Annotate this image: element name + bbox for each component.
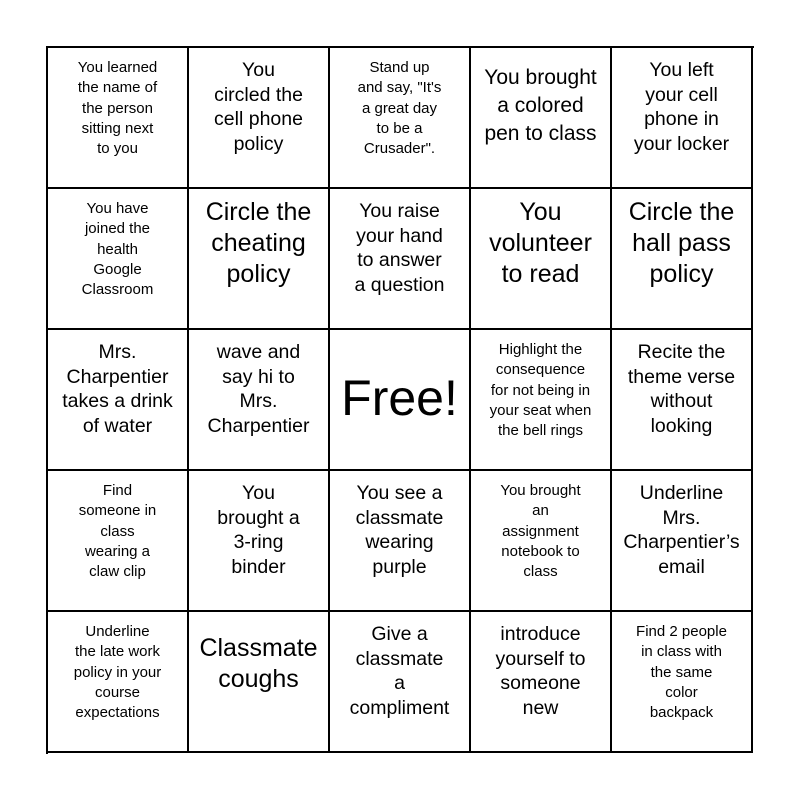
square-text-line: the bell rings xyxy=(497,422,584,440)
square-text-line: pen to class xyxy=(484,122,597,145)
square-text-line: someone xyxy=(500,672,581,695)
square-text-line: claw clip xyxy=(89,563,146,581)
bingo-square[interactable] xyxy=(48,48,189,189)
square-text-line: You xyxy=(242,59,275,81)
square-text xyxy=(358,58,442,159)
square-text-line: cell phone xyxy=(214,108,303,131)
square-text-line: binder xyxy=(231,555,286,578)
square-text-line: cheating xyxy=(211,229,306,257)
square-text-line: joined the xyxy=(84,220,151,238)
square-text-line: brought a xyxy=(217,506,300,529)
square-text-line: Find 2 people xyxy=(636,623,727,640)
square-text-line: Underline xyxy=(85,623,150,640)
square-text-line: consequence xyxy=(495,361,586,379)
square-text-line: class xyxy=(100,522,135,540)
square-text xyxy=(489,197,592,290)
square-text-line: a colored xyxy=(497,94,584,117)
square-text-line: You brought xyxy=(500,482,581,499)
square-text-line: color xyxy=(665,683,698,701)
square-text-line: Mrs. xyxy=(662,506,701,529)
square-text xyxy=(629,197,735,290)
square-text xyxy=(496,622,586,720)
square-text xyxy=(62,340,173,438)
square-text-line: health xyxy=(97,240,138,258)
square-text xyxy=(356,481,444,579)
square-text-line: Classmate xyxy=(199,634,318,662)
square-text-line: Recite the xyxy=(637,341,726,363)
square-text xyxy=(490,340,592,441)
square-text-line: wearing xyxy=(365,531,434,554)
square-text-line: 3-ring xyxy=(233,531,284,554)
square-text-line: You xyxy=(519,198,562,226)
square-text-line: Google xyxy=(93,260,142,278)
square-text xyxy=(206,197,312,290)
bingo-square[interactable] xyxy=(471,189,612,330)
square-text-line: new xyxy=(522,696,559,719)
square-text-line: wearing a xyxy=(84,542,151,560)
square-text-line: compliment xyxy=(349,696,450,719)
bingo-board xyxy=(46,46,754,754)
bingo-square[interactable] xyxy=(612,189,753,330)
bingo-square[interactable] xyxy=(189,471,330,612)
square-text-line: notebook to xyxy=(501,542,580,560)
square-text-line: circled the xyxy=(214,83,303,106)
bingo-square[interactable] xyxy=(48,471,189,612)
square-text-line: and say, "It's xyxy=(357,79,442,97)
square-text-line: volunteer xyxy=(489,229,592,257)
square-text-line: course xyxy=(94,683,141,701)
square-text-line: takes a drink xyxy=(62,390,173,413)
square-text xyxy=(623,481,739,579)
square-text-line: Find xyxy=(102,482,133,499)
square-text-line: to read xyxy=(501,260,580,288)
square-text-line: your cell xyxy=(645,83,718,106)
square-text-line: hall pass xyxy=(632,229,731,257)
square-text-line: backpack xyxy=(649,704,714,722)
square-text xyxy=(74,622,162,723)
bingo-square[interactable] xyxy=(330,48,471,189)
square-text-line: someone in xyxy=(78,502,157,520)
square-text-line: without xyxy=(650,390,713,413)
square-text xyxy=(78,58,158,159)
square-text xyxy=(500,481,580,582)
square-text-line: theme verse xyxy=(627,365,736,388)
square-text-line: classmate xyxy=(355,647,444,670)
bingo-square[interactable] xyxy=(471,48,612,189)
square-text-line: Circle the xyxy=(205,198,312,226)
square-text-line: to answer xyxy=(357,249,442,272)
square-text-line: say hi to xyxy=(222,365,295,388)
square-text xyxy=(82,199,154,300)
square-text-line: Charpentier’s xyxy=(623,531,740,554)
square-text xyxy=(355,199,445,297)
square-text-line: of water xyxy=(82,414,153,437)
square-text-line: sitting next xyxy=(81,119,154,137)
square-text xyxy=(634,58,729,156)
square-text-line: You have xyxy=(86,200,149,217)
bingo-square[interactable] xyxy=(189,48,330,189)
square-text-line: a great day xyxy=(361,99,438,117)
square-text-line: your locker xyxy=(633,132,730,155)
bingo-square[interactable] xyxy=(48,612,189,753)
bingo-square[interactable] xyxy=(189,189,330,330)
square-text-line: Mrs. xyxy=(98,341,137,363)
square-text-line: policy xyxy=(226,260,291,288)
square-text-line: policy xyxy=(649,260,714,288)
free-label xyxy=(341,370,458,426)
square-text-line: your hand xyxy=(356,224,443,247)
bingo-square[interactable] xyxy=(189,330,330,471)
square-text-line: assignment xyxy=(502,522,579,540)
square-text-line: phone in xyxy=(644,108,719,131)
square-text-line: the same xyxy=(650,663,713,681)
square-text-line: to be a xyxy=(376,119,423,137)
square-text-line: Crusader". xyxy=(363,140,436,158)
bingo-square[interactable] xyxy=(612,48,753,189)
free-square[interactable] xyxy=(330,330,471,471)
square-text xyxy=(79,481,157,582)
square-text-line: expectations xyxy=(75,704,160,722)
square-text xyxy=(199,633,317,695)
square-text-line: wave and xyxy=(216,341,301,363)
square-text-line: classmate xyxy=(355,506,444,529)
bingo-square[interactable] xyxy=(471,330,612,471)
square-text-line: for not being in xyxy=(490,381,591,399)
bingo-square[interactable] xyxy=(48,189,189,330)
square-text xyxy=(350,622,450,720)
square-text-line: introduce xyxy=(500,623,581,645)
bingo-square[interactable] xyxy=(612,612,753,753)
square-text-line: the person xyxy=(82,99,153,117)
square-text-line: Underline xyxy=(639,482,724,504)
bingo-square[interactable] xyxy=(330,189,471,330)
square-text-line: Charpentier xyxy=(66,365,169,388)
square-text-line: You xyxy=(242,482,275,504)
square-text-line: Mrs. xyxy=(239,390,278,413)
square-text-line: in class with xyxy=(641,643,722,661)
square-text-line: email xyxy=(658,555,705,578)
square-text-line: the late work xyxy=(74,643,161,661)
bingo-square[interactable] xyxy=(189,612,330,753)
square-text-line: policy in your xyxy=(73,663,162,681)
square-text-line: Stand up xyxy=(369,59,430,76)
square-text-line: yourself to xyxy=(495,647,586,670)
bingo-square[interactable] xyxy=(48,330,189,471)
square-text-line: looking xyxy=(650,414,713,437)
square-text-line: policy xyxy=(233,132,284,155)
square-text-line: coughs xyxy=(218,665,299,693)
square-text-line: You see a xyxy=(356,482,443,504)
square-text xyxy=(217,481,299,579)
square-text-line: a xyxy=(394,672,405,695)
square-text-line: Charpentier xyxy=(207,414,310,437)
square-text-line: the name of xyxy=(77,79,158,97)
square-text-line: to you xyxy=(97,140,138,158)
square-text-line: Circle the xyxy=(628,198,735,226)
bingo-square[interactable] xyxy=(612,330,753,471)
square-text-line: Classroom xyxy=(81,281,154,299)
square-text xyxy=(628,340,735,438)
free-label-text: Free! xyxy=(341,370,458,426)
square-text-line: your seat when xyxy=(489,401,592,419)
bingo-square[interactable] xyxy=(330,471,471,612)
square-text-line: You left xyxy=(649,59,714,81)
square-text-line: You learned xyxy=(77,59,158,76)
square-text xyxy=(636,622,727,723)
square-text xyxy=(484,64,597,148)
square-text-line: Highlight the xyxy=(498,341,583,358)
square-text-line: Give a xyxy=(371,623,428,645)
bingo-square[interactable] xyxy=(612,471,753,612)
square-text-line: purple xyxy=(372,555,427,578)
square-text-line: You brought xyxy=(484,66,597,89)
bingo-square[interactable] xyxy=(471,612,612,753)
square-text-line: a question xyxy=(354,273,445,296)
bingo-square[interactable] xyxy=(330,612,471,753)
square-text-line: You raise xyxy=(359,200,440,222)
bingo-square[interactable] xyxy=(471,471,612,612)
square-text xyxy=(208,340,310,438)
square-text-line: class xyxy=(523,563,558,581)
square-text xyxy=(214,58,303,156)
square-text-line: an xyxy=(532,502,549,520)
